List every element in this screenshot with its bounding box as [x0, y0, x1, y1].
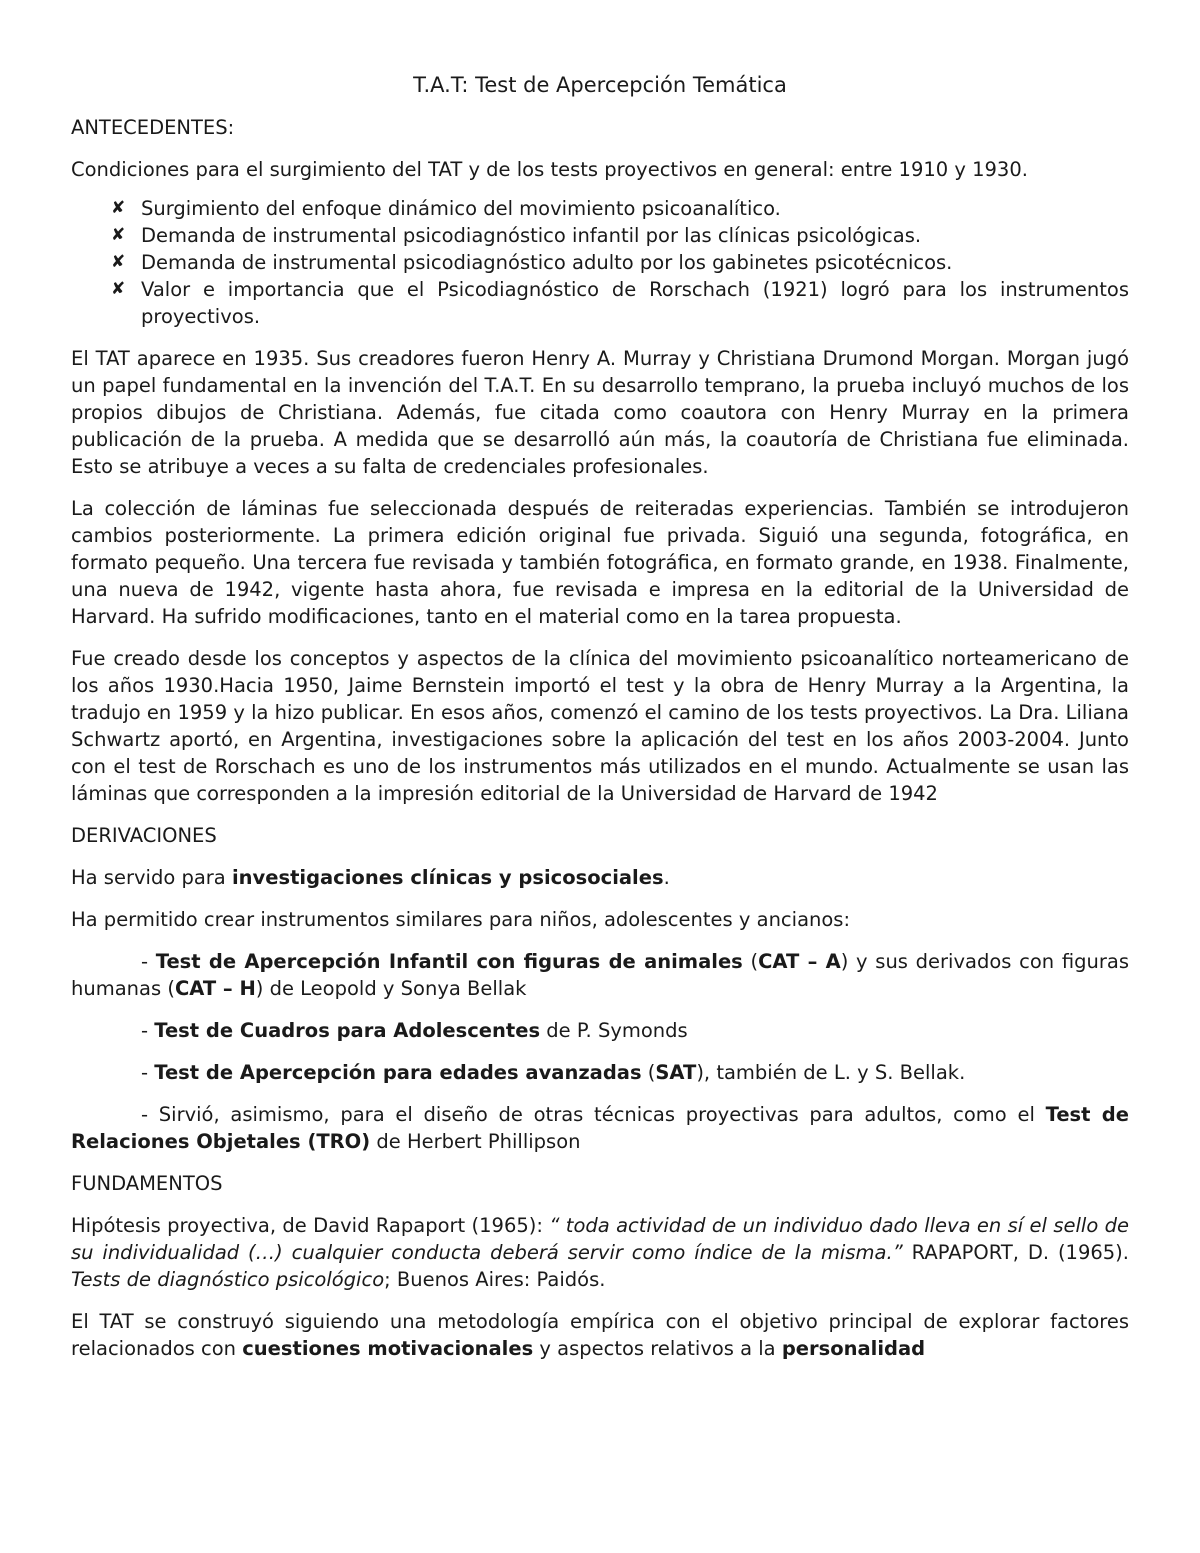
cross-bullet-icon: ✘ — [111, 198, 126, 218]
document-page — [71, 66, 1129, 1377]
derivation-tro: - Sirvió, asimismo, para el diseño de otras técnicas proyectivas para adultos, como el Test de Relaciones Objetales (TRO) de Herbert Phillipson — [71, 1103, 1129, 1153]
derivaciones-research: Ha servido para investigaciones clínicas y psicosociales. — [71, 866, 670, 889]
derivation-sat: - Test de Apercepción para edades avanzadas (SAT), también de L. y S. Bellak. — [141, 1061, 966, 1084]
section-heading-derivaciones: DERIVACIONES — [71, 824, 217, 847]
document-title: T.A.T: Test de Apercepción Temática — [413, 73, 787, 97]
derivation-cat: - Test de Apercepción Infantil con figuras de animales (CAT – A) y sus derivados con figuras humanas (CAT – H) de Leopold y Sonya Bellak — [71, 950, 1129, 1000]
paragraph-laminas: La colección de láminas fue seleccionada después de reiteradas experiencias. También se introdujeron cambios posteriormente. La primera edición original fue privada. Siguió una segunda, fotográfica, en formato pequeño. Una tercera fue revisada y también fotográfica, en formato grande, en 1938. Finalmente, una nueva de 1942, vigente hasta ahora, fue revisada e impresa en la editorial de la Universidad de Harvard. Ha sufrido modificaciones, tanto en el material como en la tarea propuesta. — [71, 497, 1129, 628]
cross-bullet-icon: ✘ — [111, 279, 126, 299]
fundamentos-methodology: El TAT se construyó siguiendo una metodología empírica con el objetivo principal de explorar factores relacionados con cuestiones motivacionales y aspectos relativos a la personalidad — [71, 1310, 1129, 1360]
paragraph-tat-origin: El TAT aparece en 1935. Sus creadores fueron Henry A. Murray y Christiana Drumond Morgan. Morgan jugó un papel fundamental en la invención del T.A.T. En su desarrollo temprano, la prueba incluyó muchos de los propios dibujos de Christiana. Además, fue citada como coautora con Henry Murray en la primera publicación de la prueba. A medida que se desarrolló aún más, la coautoría de Christiana fue eliminada. Esto se atribuye a veces a su falta de credenciales profesionales. — [71, 347, 1129, 478]
antecedentes-bullet-list — [71, 195, 1129, 330]
list-item: ✘ Valor e importancia que el Psicodiagnóstico de Rorschach (1921) logró para los instrumentos proyectivos. — [111, 278, 1129, 328]
section-heading-antecedentes: ANTECEDENTES: — [71, 116, 235, 139]
list-item: ✘ Demanda de instrumental psicodiagnóstico adulto por los gabinetes psicotécnicos. — [111, 251, 953, 274]
list-item: ✘ Surgimiento del enfoque dinámico del movimiento psicoanalítico. — [111, 197, 781, 220]
cross-bullet-icon: ✘ — [111, 225, 126, 245]
section-heading-fundamentos: FUNDAMENTOS — [71, 1172, 223, 1195]
derivation-symonds: - Test de Cuadros para Adolescentes de P. Symonds — [141, 1019, 688, 1042]
list-item: ✘ Demanda de instrumental psicodiagnóstico infantil por las clínicas psicológicas. — [111, 224, 922, 247]
derivaciones-intro: Ha permitido crear instrumentos similares para niños, adolescentes y ancianos: — [71, 908, 851, 931]
antecedentes-intro: Condiciones para el surgimiento del TAT y de los tests proyectivos en general: entre 1910 y 1930. — [71, 158, 1028, 181]
paragraph-history: Fue creado desde los conceptos y aspectos de la clínica del movimiento psicoanalítico norteamericano de los años 1930.Hacia 1950, Jaime Bernstein importó el test y la obra de Henry Murray a la Argentina, la tradujo en 1959 y la hizo publicar. En esos años, comenzó el camino de los tests proyectivos. La Dra. Liliana Schwartz aportó, en Argentina, investigaciones sobre la aplicación del test en los años 2003-2004. Junto con el test de Rorschach es uno de los instrumentos más utilizados en el mundo. Actualmente se usan las láminas que corresponden a la impresión editorial de la Universidad de Harvard de 1942 — [71, 647, 1129, 805]
cross-bullet-icon: ✘ — [111, 252, 126, 272]
fundamentos-rapaport: Hipótesis proyectiva, de David Rapaport (1965): “ toda actividad de un individuo dado lleva en sí el sello de su individualidad (…) cualquier conducta deberá servir como índice de la misma.” RAPAPORT, D. (1965). Tests de diagnóstico psicológico; Buenos Aires: Paidós. — [71, 1214, 1129, 1291]
